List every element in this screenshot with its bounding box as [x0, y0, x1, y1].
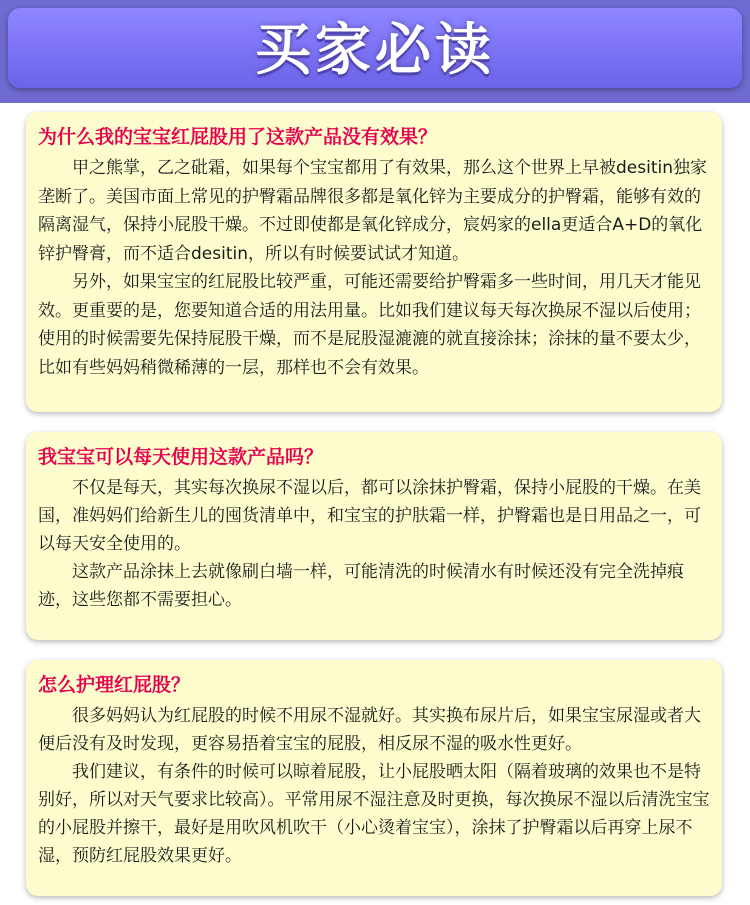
faq-answer-paragraph: 这款产品涂抹上去就像刷白墙一样，可能清洗的时候清水有时候还没有完全洗掉痕迹，这些您都不需要担心。 [38, 562, 684, 610]
faq-answer-paragraph: 很多妈妈认为红屁股的时候不用尿不湿就好。其实换布尿片后，如果宝宝尿湿或者大便后没有及时发现，更容易捂着宝宝的屁股，相反尿不湿的吸水性更好。 [38, 706, 701, 754]
faq-card-care-tips [26, 660, 722, 896]
faq-card-red-bottom-no-effect [26, 112, 722, 412]
faq-answer-paragraph: 另外，如果宝宝的红屁股比较严重，可能还需要给护臀霜多一些时间，用几天才能见效。更重要的是，您要知道合适的用法用量。比如我们建议每天每次换尿不湿以后使用；使用的时候需要先保持屁股干燥，而不是屁股湿漉漉的就直接涂抹；涂抹的量不要太少，比如有些妈妈稍微稀薄的一层，那样也不会有效果。 [38, 272, 701, 378]
page-title: 买家必读 [255, 18, 495, 83]
faq-question: 怎么护理红屁股？ [38, 674, 191, 696]
faq-question: 为什么我的宝宝红屁股用了这款产品没有效果？ [38, 126, 438, 148]
faq-answer-paragraph: 不仅是每天，其实每次换尿不湿以后，都可以涂抹护臀霜，保持小屁股的干燥。在美国，准妈妈们给新生儿的囤货清单中，和宝宝的护肤霜一样，护臀霜也是日用品之一，可以每天安全使用的。 [38, 478, 701, 554]
header-banner [0, 0, 750, 103]
faq-question: 我宝宝可以每天使用这款产品吗？ [38, 446, 324, 468]
faq-answer-paragraph: 我们建议，有条件的时候可以晾着屁股，让小屁股晒太阳（隔着玻璃的效果也不是特别好，所以对天气要求比较高）。平常用尿不湿注意及时更换，每次换尿不湿以后清洗宝宝的小屁股并擦干，最好是用吹风机吹干（小心烫着宝宝），涂抹了护臀霜以后再穿上尿不湿，预防红屁股效果更好。 [38, 762, 710, 866]
faq-card-daily-use [26, 432, 722, 640]
faq-answer-paragraph: 甲之熊掌，乙之砒霜，如果每个宝宝都用了有效果，那么这个世界上早被desitin独家垄断了。美国市面上常见的护臀霜品牌很多都是氧化锌为主要成分的护臀霜，能够有效的隔离湿气，保持小屁股干燥。不过即使都是氧化锌成分，宸妈家的ella更适合A+D的氧化锌护臀膏，而不适合desitin，所以有时候要试试才知道。 [38, 158, 707, 264]
